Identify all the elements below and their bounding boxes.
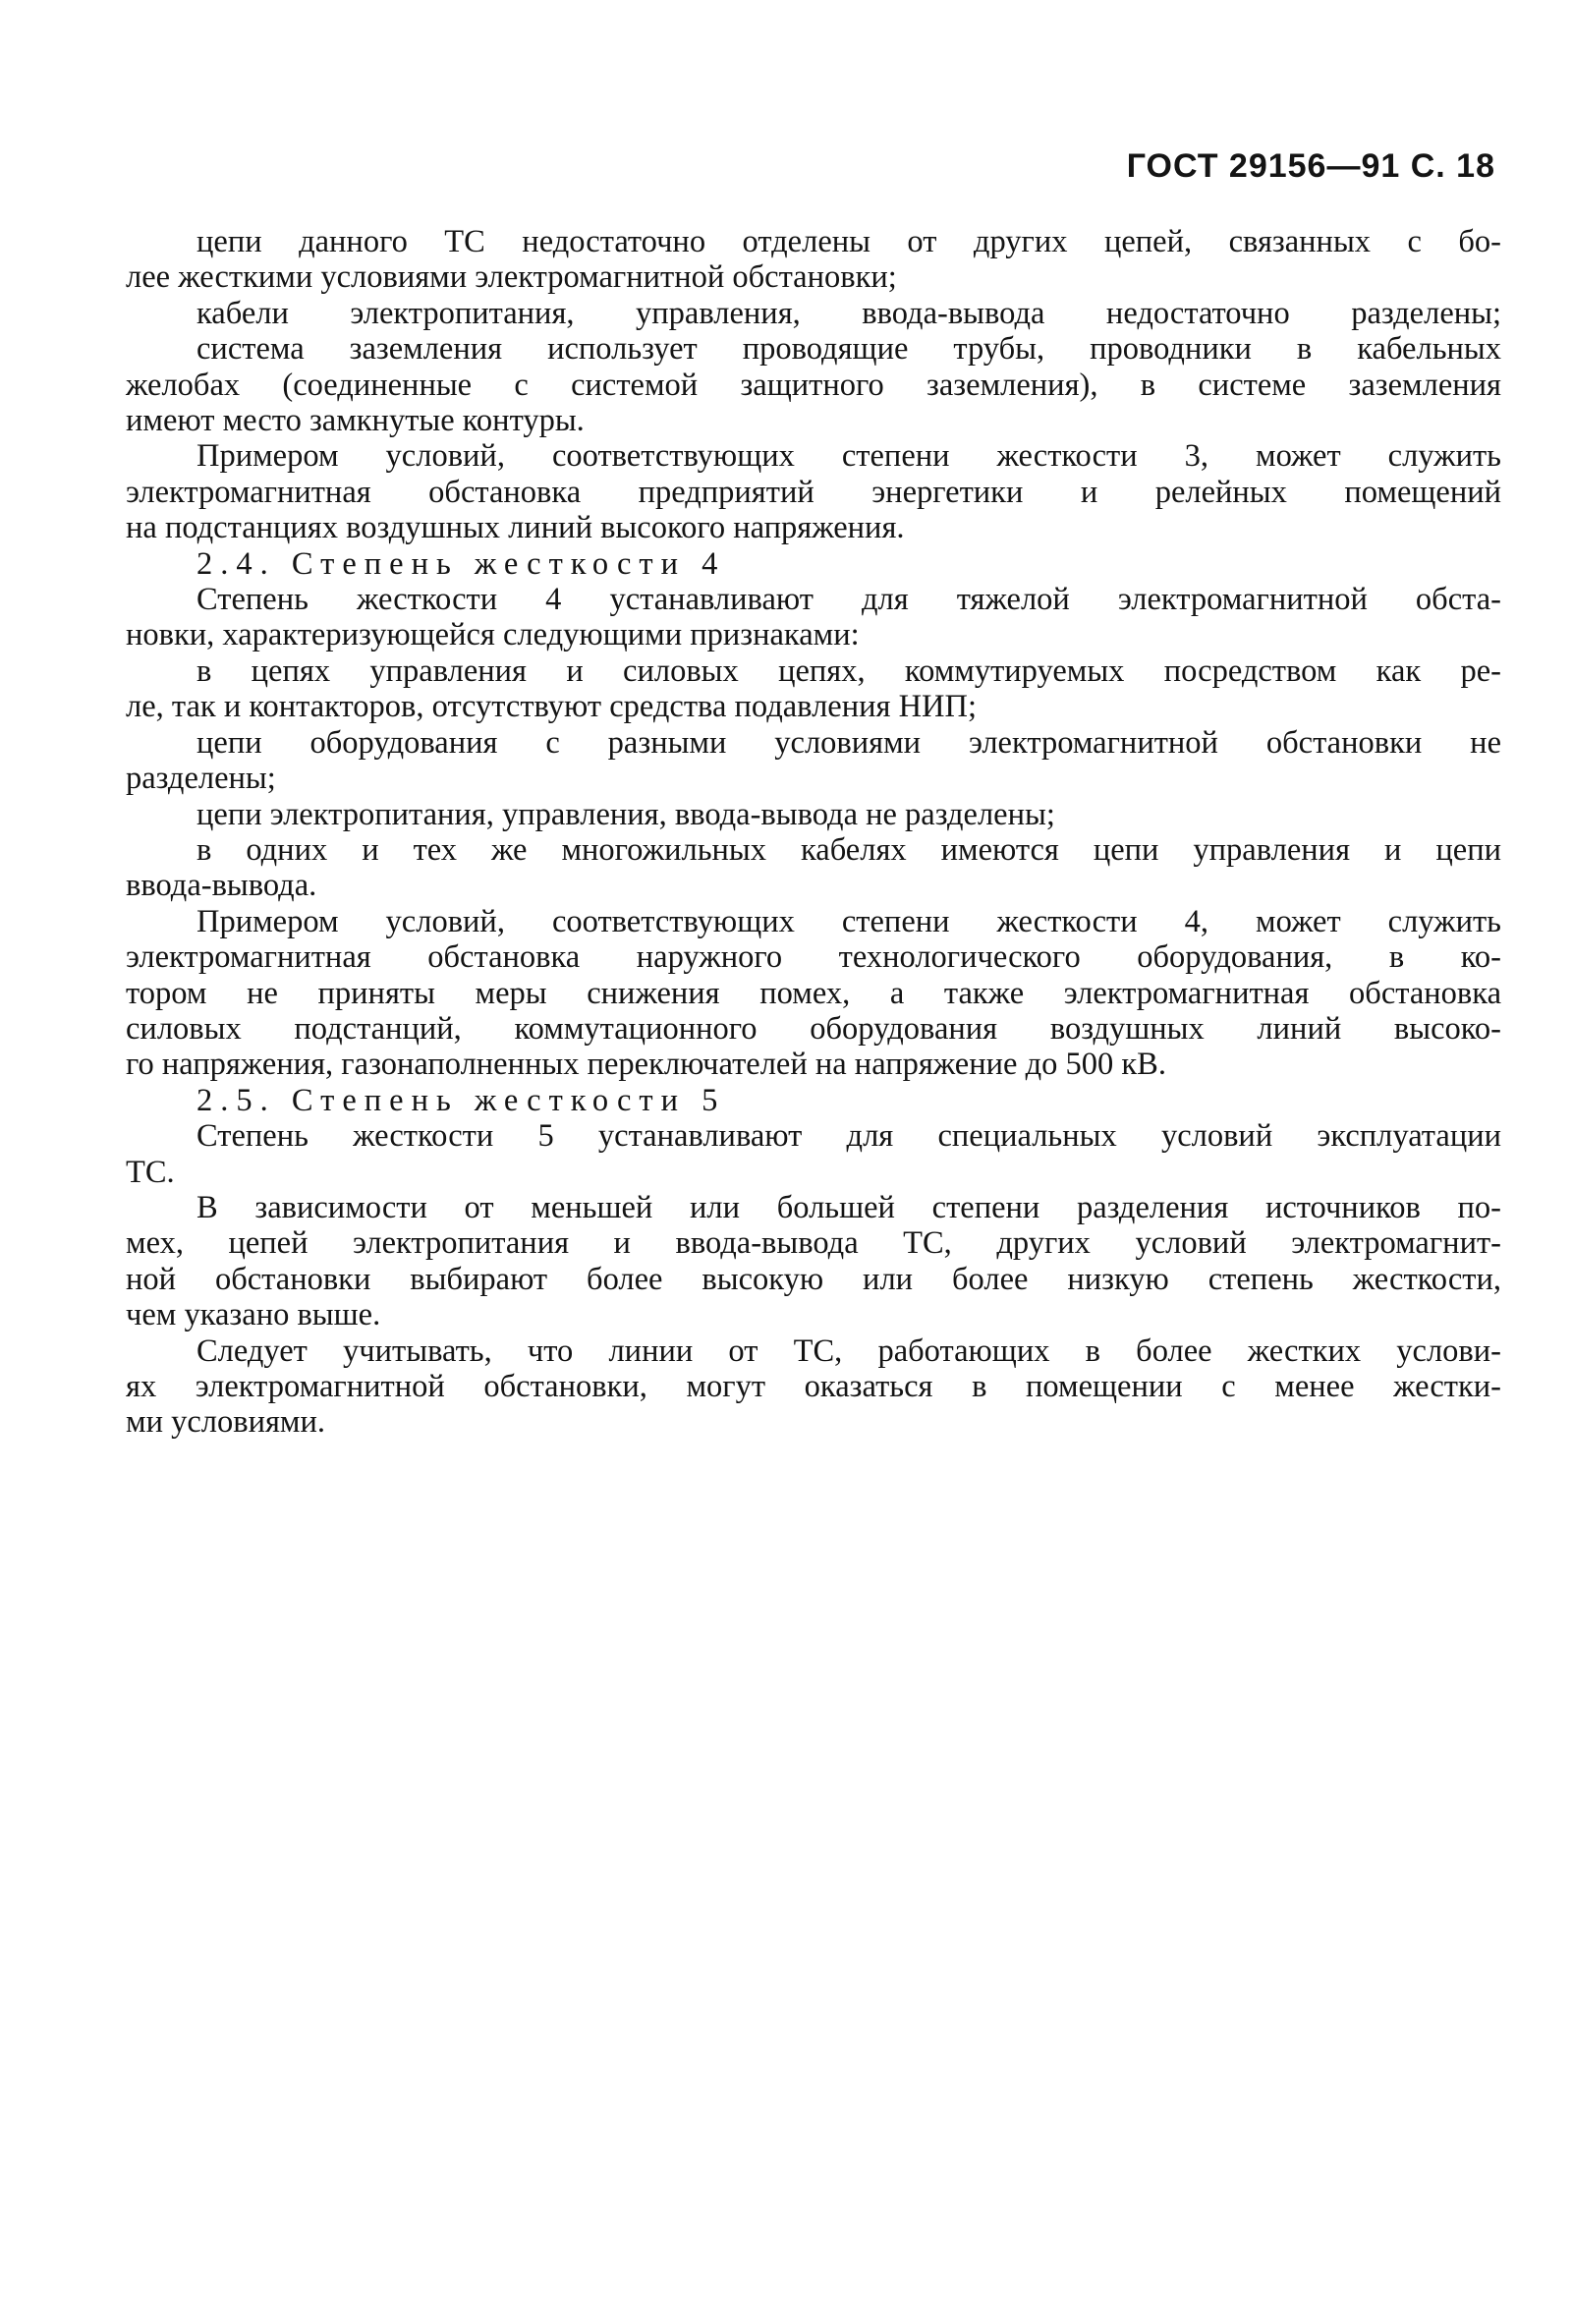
text-line: В зависимости от меньшей или большей степени разделения источников по- <box>196 1189 1501 1225</box>
text-line: Примером условий, соответствующих степени жесткости 3, может служить <box>196 438 1501 475</box>
body-text <box>126 224 1501 1441</box>
text-line: ле, так и контакторов, отсутствуют средства подавления НИП; <box>126 689 978 725</box>
text-line: цепи данного ТС недостаточно отделены от других цепей, связанных с бо- <box>196 224 1501 259</box>
text-line: на подстанциях воздушных линий высокого напряжения. <box>126 510 905 546</box>
text-line: Степень жесткости 4 устанавливают для тяжелой электромагнитной обста- <box>196 582 1501 618</box>
text-line: в одних и тех же многожильных кабелях имеются цепи управления и цепи <box>196 831 1501 868</box>
text-line: электромагнитная обстановка наружного технологического оборудования, в ко- <box>126 939 1501 976</box>
text-line: ввода-вывода. <box>126 868 317 904</box>
text-line: го напряжения, газонаполненных переключателей на напряжение до 500 кВ. <box>126 1047 1166 1083</box>
text-line: Примером условий, соответствующих степени жесткости 4, может служить <box>196 903 1501 939</box>
text-line: лее жесткими условиями электромагнитной обстановки; <box>126 259 897 296</box>
text-line: чем указано выше. <box>126 1297 381 1333</box>
text-line: силовых подстанций, коммутационного оборудования воздушных линий высоко- <box>126 1010 1501 1047</box>
text-line: Степень жесткости 5 устанавливают для специальных условий эксплуатации <box>196 1118 1501 1155</box>
text-line: в цепях управления и силовых цепях, коммутируемых посредством как ре- <box>196 652 1501 689</box>
section-heading: 2.5. Степень жесткости 5 <box>196 1082 726 1118</box>
text-line: желобах (соединенные с системой защитного заземления), в системе заземления <box>126 367 1501 403</box>
section-heading: 2.4. Степень жесткости 4 <box>196 545 726 582</box>
page-header: ГОСТ 29156—91 С. 18 <box>1126 147 1495 185</box>
text-line: имеют место замкнутые контуры. <box>126 403 585 439</box>
text-line: мех, цепей электропитания и ввода-вывода ТС, других условий электромагнит- <box>126 1225 1501 1262</box>
text-line: ми условиями. <box>126 1404 325 1441</box>
text-line: ной обстановки выбирают более высокую или более низкую степень жесткости, <box>126 1261 1501 1297</box>
text-line: цепи оборудования с разными условиями электромагнитной обстановки не <box>196 724 1501 761</box>
text-line: цепи электропитания, управления, ввода-вывода не разделены; <box>196 796 1055 832</box>
text-line: ях электромагнитной обстановки, могут оказаться в помещении с менее жестки- <box>126 1369 1501 1404</box>
text-line: электромагнитная обстановка предприятий энергетики и релейных помещений <box>126 474 1501 510</box>
text-line: разделены; <box>126 761 276 797</box>
text-line: новки, характеризующейся следующими признаками: <box>126 617 860 653</box>
text-line: Следует учитывать, что линии от ТС, работающих в более жестких услови- <box>196 1332 1501 1369</box>
text-line: тором не приняты меры снижения помех, а также электромагнитная обстановка <box>126 975 1501 1011</box>
text-line: ТС. <box>126 1154 175 1190</box>
text-line: кабели электропитания, управления, ввода-вывода недостаточно разделены; <box>196 295 1501 331</box>
text-line: система заземления использует проводящие трубы, проводники в кабельных <box>196 331 1501 368</box>
